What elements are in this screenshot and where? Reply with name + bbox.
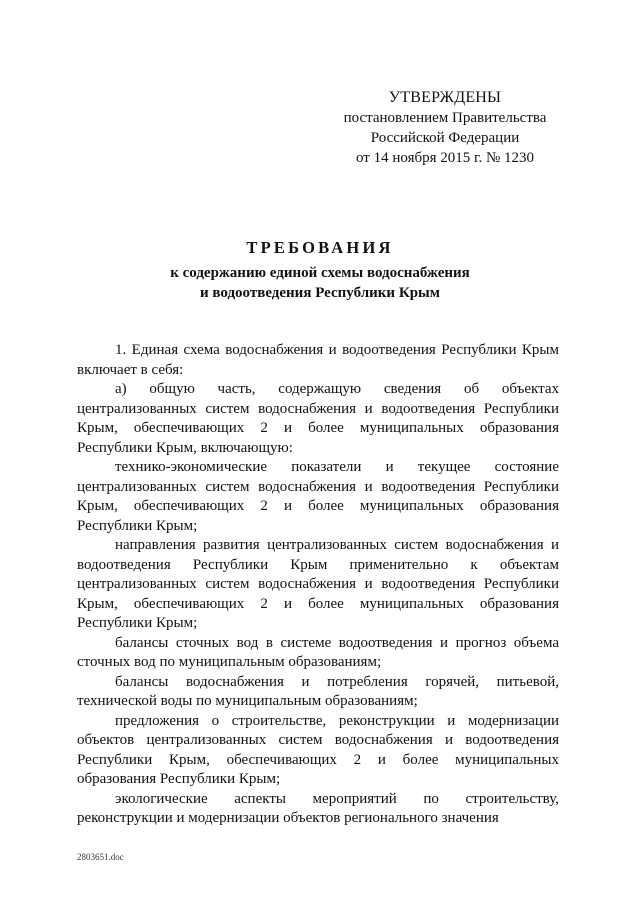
approval-line-3: от 14 ноября 2015 г. № 1230 — [355, 150, 535, 166]
paragraph-3: технико-экономические показатели и текущее состояние централизованных систем водоснабжения и водоотведения Республики Крым, обеспечивающих 2 и более муниципальных образования Республики Крым; — [77, 459, 559, 534]
document-subtitle — [0, 263, 640, 303]
document-title: ТРЕБОВАНИЯ — [246, 238, 394, 257]
approval-line-2: Российской Федерации — [370, 130, 520, 146]
file-name-footer: 2803651.doc — [77, 852, 124, 862]
paragraph-7: предложения о строительстве, реконструкции и модернизации объектов централизованных систем водоснабжения и водоотведения Республики Крым, обеспечивающих 2 и более муниципальных образования Республики Крым; — [77, 712, 559, 787]
paragraph-2: а) общую часть, содержащую сведения об объектах централизованных систем водоснабжения и водоотведения Республики Крым, обеспечивающих 2 и более муниципальных образования Республики Крым, включающую: — [77, 381, 559, 456]
subtitle-line-1: к содержанию единой схемы водоснабжения — [170, 265, 470, 281]
approval-line-1: постановлением Правительства — [343, 110, 547, 126]
approval-block — [330, 88, 560, 168]
paragraph-6: балансы водоснабжения и потребления горячей, питьевой, технической воды по муниципальным образованиям; — [77, 673, 559, 709]
subtitle-line-2: и водоотведения Республики Крым — [200, 285, 440, 301]
paragraph-1: 1. Единая схема водоснабжения и водоотведения Республики Крым включает в себя: — [77, 342, 559, 378]
approval-heading: УТВЕРЖДЕНЫ — [388, 89, 502, 106]
paragraph-8: экологические аспекты мероприятий по строительству, реконструкции и модернизации объектов регионального значения — [77, 790, 559, 826]
paragraph-5: балансы сточных вод в системе водоотведения и прогноз объема сточных вод по муниципальным образованиям; — [77, 634, 559, 670]
paragraph-4: направления развития централизованных систем водоснабжения и водоотведения Республики Крым применительно к объектам централизованных систем водоснабжения и водоотведения Республики Крым, обеспечивающих 2 и более муниципальных образования Республики Крым; — [77, 537, 559, 631]
document-body — [77, 341, 559, 829]
